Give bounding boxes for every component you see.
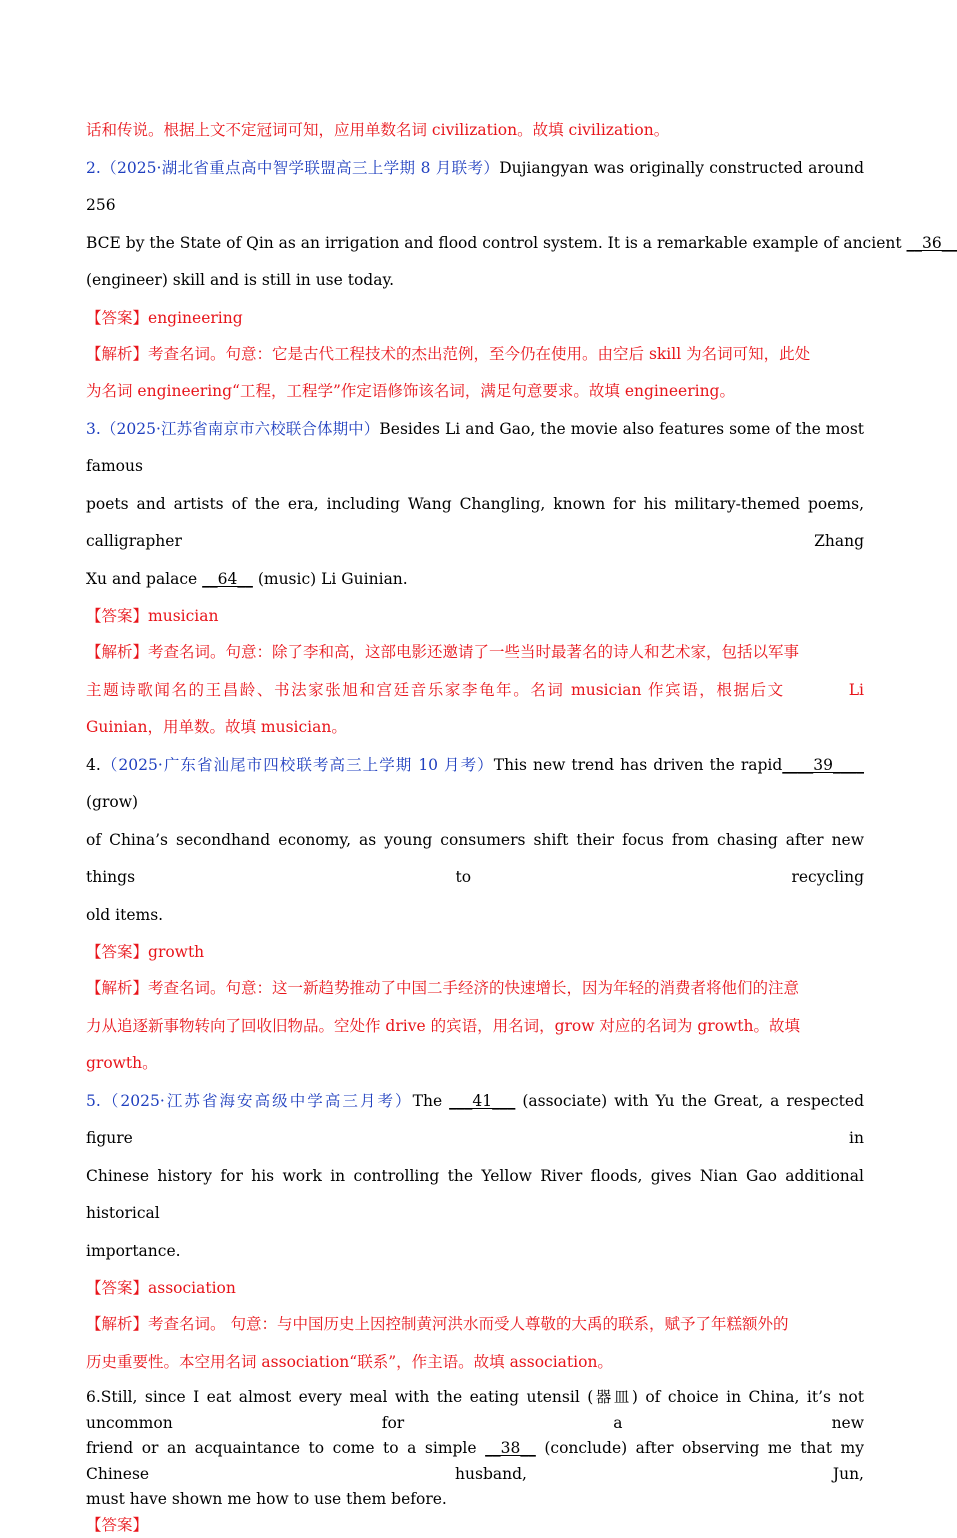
question-4-source: （2025·广东省汕尾市四校联考高三上学期 10 月考） — [101, 756, 494, 774]
question-2-source: （2025·湖北省重点高中智学联盟高三上学期 8 月联考） — [101, 159, 499, 177]
question-3-analysis-2 — [86, 672, 864, 710]
analysis-label: 【解析】 — [86, 979, 148, 997]
question-2-blank: __36__ — [907, 234, 957, 252]
analysis-text: 考查名词。 句意：与中国历史上因控制黄河洪水而受人尊敬的大禹的联系，赋予了年糕额外的 — [148, 1315, 788, 1333]
question-4-text: (grow) — [86, 793, 138, 811]
question-2-answer — [86, 300, 864, 336]
question-3 — [86, 411, 864, 747]
question-5-text: The — [413, 1092, 449, 1110]
answer-value: engineering — [148, 309, 243, 327]
answer-value: association — [148, 1279, 236, 1297]
question-3-line-1 — [86, 411, 864, 486]
question-5-answer — [86, 1270, 864, 1306]
question-3-blank: __64__ — [202, 570, 253, 588]
analysis-text: 考查名词。句意：这一新趋势推动了中国二手经济的快速增长，因为年轻的消费者将他们的注意 — [148, 979, 799, 997]
question-5-line-2: Chinese history for his work in controlling the Yellow River floods, gives Nian Gao additional historical — [86, 1158, 864, 1233]
question-6-text: friend or an acquaintance to come to a simple — [86, 1439, 485, 1457]
question-6-line-2 — [86, 1436, 864, 1487]
question-3-analysis-1 — [86, 634, 864, 672]
analysis-label: 【解析】 — [86, 345, 148, 363]
question-3-text: Xu and palace — [86, 570, 202, 588]
question-4-text: This new trend has driven the rapid — [494, 756, 783, 774]
question-6-line-1: 6.Still, since I eat almost every meal with the eating utensil (器皿) of choice in China, it’s not uncommon for a new — [86, 1385, 864, 1436]
question-5-text: (associate) with Yu the Great, a respected figure in — [86, 1092, 864, 1148]
question-4-blank: ____39____ — [782, 756, 864, 774]
question-2-line-3: (engineer) skill and is still in use today. — [86, 262, 864, 300]
question-4-line-2: of China’s secondhand economy, as young consumers shift their focus from chasing after new things to recycling — [86, 822, 864, 897]
answer-value: growth — [148, 943, 204, 961]
question-3-line-2: poets and artists of the era, including Wang Changling, known for his military-themed poems, calligrapher Zhang — [86, 486, 864, 561]
analysis-text: 考查名词。句意：除了李和高，这部电影还邀请了一些当时最著名的诗人和艺术家，包括以军事 — [148, 643, 799, 661]
question-2-line-1 — [86, 150, 864, 225]
question-2-number: 2. — [86, 159, 101, 177]
question-5-source: （2025·江苏省海安高级中学高三月考） — [101, 1092, 413, 1110]
answer-label: 【答案】 — [86, 1279, 148, 1297]
question-3-text: (music) Li Guinian. — [253, 570, 408, 588]
analysis-label: 【解析】 — [86, 1315, 148, 1333]
answer-label: 【答案】 — [86, 607, 148, 625]
question-6-blank: __38__ — [485, 1439, 536, 1457]
question-6-line-3: must have shown me how to use them before. — [86, 1487, 864, 1513]
question-5-blank: ___41___ — [449, 1092, 515, 1110]
question-4 — [86, 747, 864, 1083]
question-2-analysis-1 — [86, 336, 864, 374]
question-6-answer: 【答案】 — [86, 1513, 864, 1538]
question-3-answer — [86, 598, 864, 634]
analysis-label: 【解析】 — [86, 643, 148, 661]
question-2-text: BCE by the State of Qin as an irrigation and flood control system. It is a remarkable example of ancient — [86, 234, 907, 252]
question-2-text: Dujiangyan was originally constructed around 256 — [86, 159, 864, 215]
question-5-line-3: importance. — [86, 1233, 864, 1271]
question-3-analysis-3: Guinian，用单数。故填 musician。 — [86, 709, 864, 747]
question-4-analysis-2: 力从追逐新事物转向了回收旧物品。空处作 drive 的宾语，用名词，grow 对应的名词为 growth。故填 — [86, 1008, 864, 1046]
answer-label: 【答案】 — [86, 943, 148, 961]
question-5-number: 5. — [86, 1092, 101, 1110]
answer-value: musician — [148, 607, 218, 625]
question-4-line-1 — [86, 747, 864, 822]
answer-label: 【答案】 — [86, 309, 148, 327]
question-6 — [86, 1385, 864, 1538]
document-page — [86, 112, 864, 1538]
intro-line: 话和传说。根据上文不定冠词可知，应用单数名词 civilization。故填 civilization。 — [86, 112, 864, 150]
question-4-number: 4. — [86, 756, 101, 774]
analysis-text: 主题诗歌闻名的王昌龄、书法家张旭和宫廷音乐家李龟年。名词 musician 作宾语，根据后文 — [86, 681, 785, 699]
question-2-analysis-2: 为名词 engineering“工程，工程学”作定语修饰该名词，满足句意要求。故填 engineering。 — [86, 373, 864, 411]
question-4-answer — [86, 934, 864, 970]
question-3-number: 3. — [86, 420, 101, 438]
analysis-text: Li — [849, 681, 864, 699]
question-5-analysis-2: 历史重要性。本空用名词 association“联系”，作主语。故填 association。 — [86, 1344, 864, 1382]
question-5 — [86, 1083, 864, 1382]
question-5-analysis-1 — [86, 1306, 864, 1344]
question-3-line-3 — [86, 561, 864, 599]
question-3-source: （2025·江苏省南京市六校联合体期中） — [101, 420, 380, 438]
question-4-analysis-3: growth。 — [86, 1045, 864, 1083]
question-2 — [86, 150, 864, 411]
question-4-analysis-1 — [86, 970, 864, 1008]
question-5-line-1 — [86, 1083, 864, 1158]
question-2-line-2 — [86, 225, 864, 263]
question-3-text: Besides Li and Gao, the movie also features some of the most famous — [86, 420, 864, 476]
question-6-text: (conclude) after observing me that my Chinese husband, Jun, — [86, 1439, 864, 1483]
question-4-line-3: old items. — [86, 897, 864, 935]
analysis-text: 考查名词。句意：它是古代工程技术的杰出范例，至今仍在使用。由空后 skill 为名词可知，此处 — [148, 345, 810, 363]
